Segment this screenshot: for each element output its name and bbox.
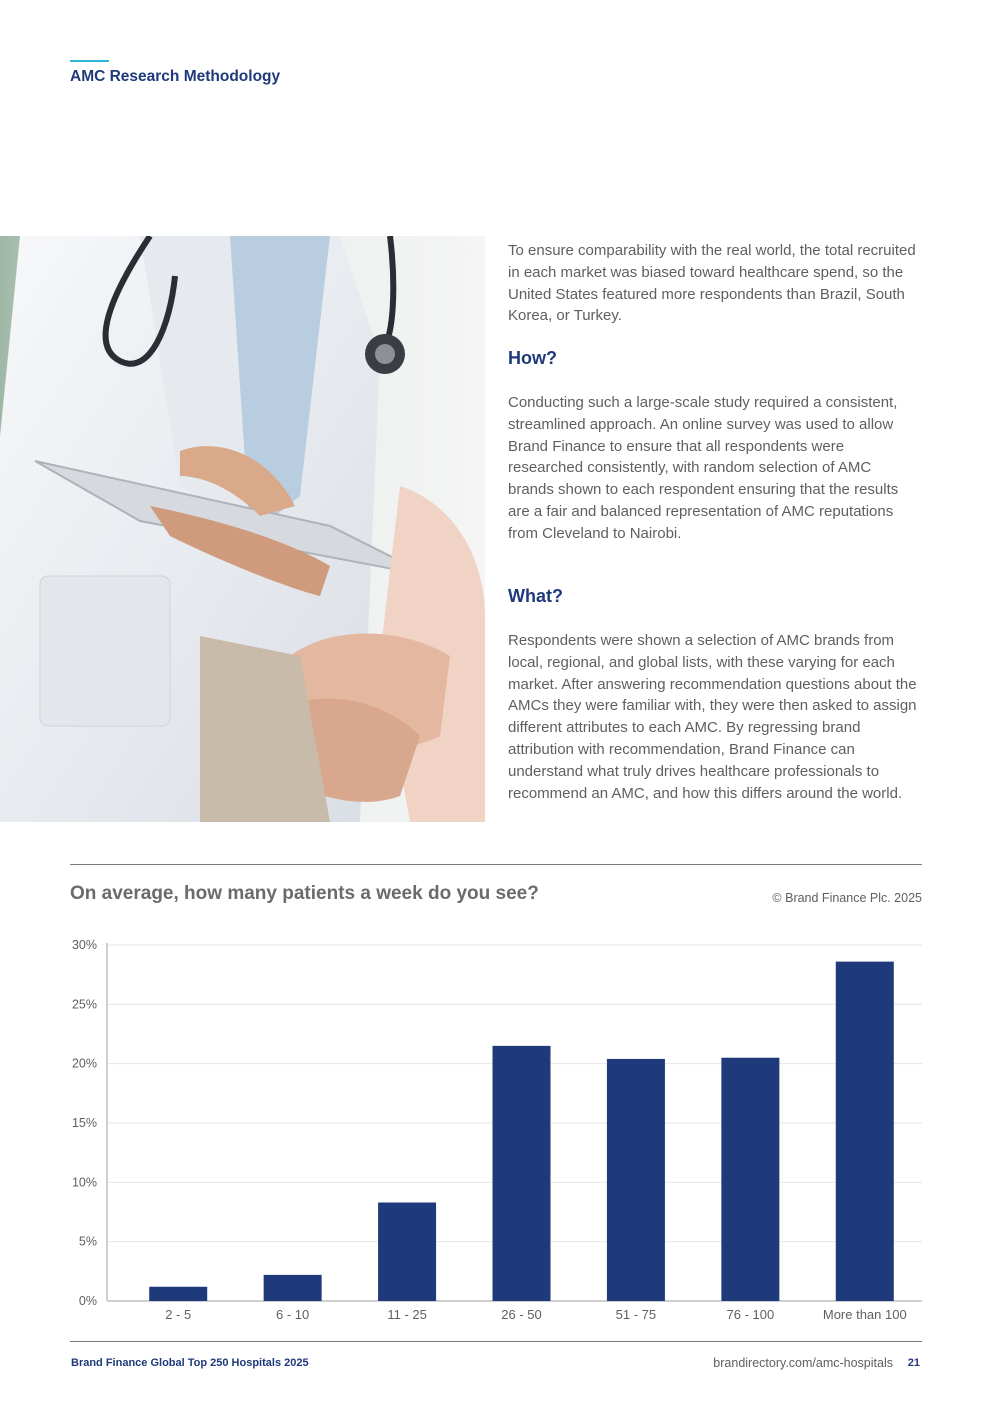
bar-0 — [149, 1287, 207, 1301]
x-tick-label: 2 - 5 — [165, 1307, 192, 1322]
x-tick-label: More than 100 — [822, 1307, 907, 1322]
bar-5 — [721, 1058, 779, 1301]
y-tick-label: 30% — [71, 938, 97, 952]
bar-3 — [493, 1046, 551, 1301]
how-heading: How? — [508, 348, 557, 368]
y-tick-label: 10% — [71, 1175, 97, 1190]
patients-per-week-chart — [60, 930, 930, 1330]
x-tick-label: 26 - 50 — [501, 1307, 542, 1322]
copyright-notice: © Brand Finance Plc. 2025 — [772, 891, 922, 905]
bar-2 — [378, 1203, 436, 1301]
doctor-patient-photo — [0, 236, 485, 822]
y-tick-label: 5% — [78, 1234, 97, 1249]
bar-4 — [607, 1059, 665, 1301]
section-title: AMC Research Methodology — [70, 68, 281, 85]
bar-1 — [264, 1275, 322, 1301]
how-paragraph: Conducting such a large-scale study required a consistent, streamlined approach. An online survey was used to allow Brand Finance to ensure that all respondents were researched consistently, with random selection of AMC brands shown to each respondent ensuring that the results are a fair and balanced representation of AMC reputations from Cleveland to Nairobi. — [508, 394, 899, 542]
what-heading: What? — [508, 586, 563, 606]
x-tick-label: 51 - 75 — [615, 1307, 657, 1322]
chart-top-divider — [70, 864, 922, 865]
bar-6 — [836, 962, 894, 1301]
x-tick-label: 11 - 25 — [387, 1307, 427, 1322]
y-tick-label: 0% — [78, 1294, 97, 1308]
footer-report-title: Brand Finance Global Top 250 Hospitals 2025 — [71, 1357, 309, 1369]
y-tick-label: 20% — [71, 1056, 97, 1071]
footer-url[interactable]: brandirectory.com/amc-hospitals — [713, 1356, 893, 1370]
intro-paragraph: To ensure comparability with the real world, the total recruited in each market was biased toward healthcare spend, so the United States featured more respondents than Brazil, South Korea, or Turkey. — [508, 242, 916, 325]
y-tick-label: 25% — [71, 997, 97, 1012]
footer-divider — [70, 1341, 922, 1342]
what-paragraph: Respondents were shown a selection of AMC brands from local, regional, and global lists, with these varying for each market. After answering recommendation questions about the AMCs they were familiar with, they were then asked to assign different attributes to each AMC. By regressing brand attribution with recommendation, Brand Finance can understand what truly drives healthcare professionals to recommend an AMC, and how this differs around the world. — [508, 632, 917, 802]
x-tick-label: 76 - 100 — [726, 1307, 775, 1322]
y-tick-label: 15% — [71, 1116, 97, 1130]
page-number: 21 — [907, 1357, 920, 1369]
chart-title: On average, how many patients a week do you see? — [70, 883, 539, 904]
header-accent-rule — [70, 60, 109, 62]
x-tick-label: 6 - 10 — [276, 1307, 310, 1322]
